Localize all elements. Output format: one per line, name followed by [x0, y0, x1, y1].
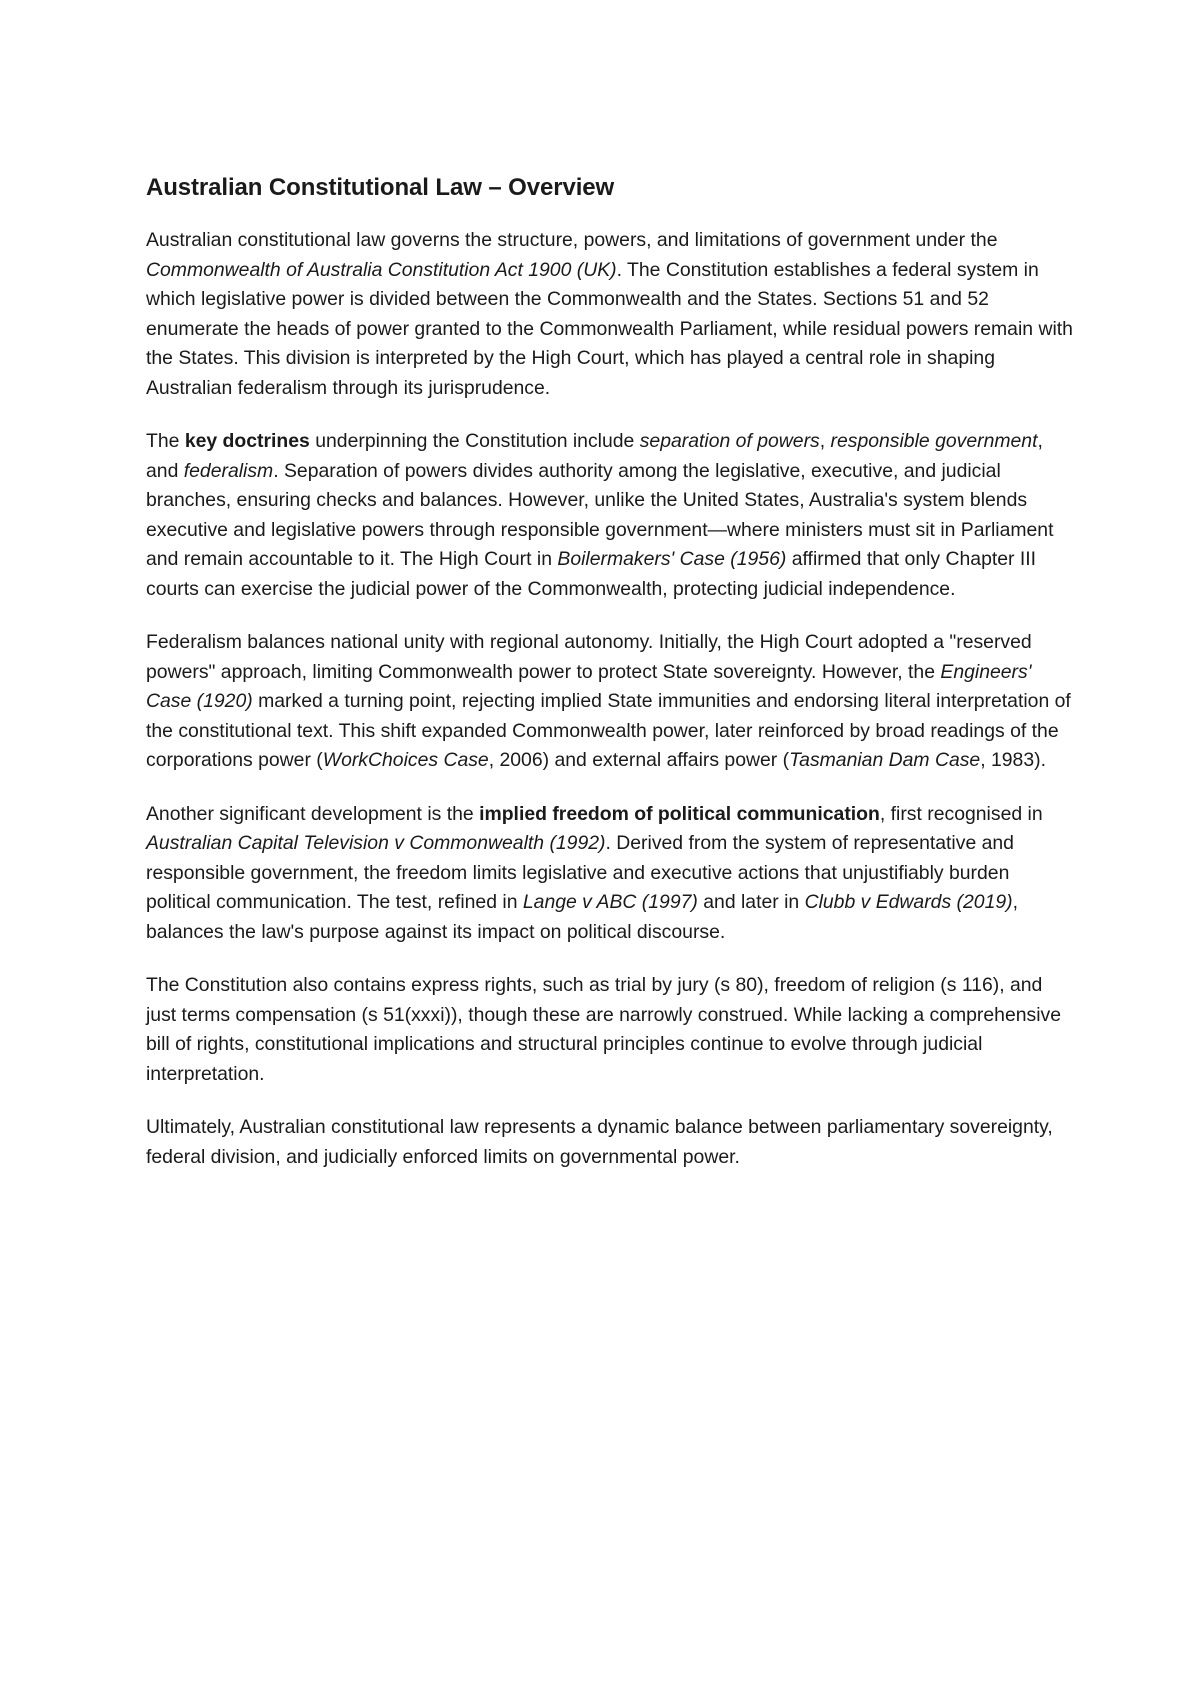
text-run: marked a turning point, rejecting implied State immunities and endorsing literal interpretation of the constitutional text. This shift expanded Commonwealth power, later reinforced by broad readings of the corporations power (	[146, 690, 1071, 771]
text-run: . The Constitution establishes a federal system in which legislative power is divided between the Commonwealth and the States. Sections 51 and 52 enumerate the heads of power granted to the Commonwealth Parliament, while residual powers remain with the States. This division is interpreted by the High Court, which has played a central role in shaping Australian federalism through its jurisprudence.	[146, 258, 1073, 399]
italic-text: Australian Capital Television v Commonwealth (1992)	[146, 832, 606, 854]
text-run: The Constitution also contains express rights, such as trial by jury (s 80), freedom of religion (s 116), and just terms compensation (s 51(xxxi)), though these are narrowly construed. While lacking a comprehensive bill of rights, constitutional implications and structural principles continue to evolve through judicial interpretation.	[146, 974, 1061, 1085]
text-run: . Separation of powers divides authority among the legislative, executive, and judicial branches, ensuring checks and balances. However, unlike the United States, Australia's system blends executive and legislative powers through responsible government—where ministers must sit in Parliament and remain accountable to it. The High Court in	[146, 459, 1054, 570]
document-body	[146, 226, 1074, 1172]
italic-text: Tasmanian Dam Case	[789, 749, 981, 771]
text-run: Federalism balances national unity with regional autonomy. Initially, the High Court adopted a "reserved powers" approach, limiting Commonwealth power to protect State sovereignty. However, the	[146, 631, 1032, 683]
text-run: , 2006) and external affairs power (	[488, 749, 790, 771]
text-run: affirmed that only Chapter III courts can exercise the judicial power of the Commonwealth, protecting judicial independence.	[146, 548, 1037, 600]
paragraph	[146, 427, 1074, 604]
paragraph	[146, 226, 1074, 403]
paragraph	[146, 628, 1074, 776]
text-run: , 1983).	[980, 749, 1046, 771]
text-run: and later in	[697, 891, 805, 913]
paragraph	[146, 971, 1074, 1089]
document-page	[146, 172, 1074, 1196]
bold-text: key doctrines	[184, 430, 310, 452]
italic-text: responsible government	[830, 430, 1038, 452]
text-run: Another significant development is the	[146, 802, 480, 825]
italic-text: Clubb v Edwards (2019)	[804, 891, 1013, 913]
italic-text: Lange v ABC (1997)	[522, 891, 698, 913]
italic-text: Boilermakers' Case (1956)	[557, 548, 787, 570]
bold-text: implied freedom of political communication	[479, 802, 880, 825]
text-run: Ultimately, Australian constitutional law represents a dynamic balance between parliamentary sovereignty, federal division, and judicially enforced limits on governmental power.	[146, 1116, 1053, 1168]
text-run: , first recognised in	[879, 802, 1043, 825]
italic-text: Engineers' Case (1920)	[146, 660, 1032, 712]
text-run: underpinning the Constitution include	[309, 430, 640, 452]
italic-text: separation of powers	[639, 430, 820, 452]
text-run: , balances the law's purpose against its impact on political discourse.	[146, 891, 1018, 943]
italic-text: Commonwealth of Australia Constitution Act 1900 (UK)	[146, 258, 617, 281]
italic-text: federalism	[183, 459, 274, 482]
text-run: . Derived from the system of representative and responsible government, the freedom limits legislative and executive actions that unjustifiably burden political communication. The test, refined in	[146, 832, 1014, 913]
text-run: The	[146, 430, 185, 452]
document-title: Australian Constitutional Law – Overview	[146, 174, 615, 201]
italic-text: WorkChoices Case	[322, 749, 489, 771]
paragraph	[146, 800, 1074, 948]
paragraph	[146, 1113, 1074, 1172]
text-run: ,	[819, 430, 831, 452]
text-run: Australian constitutional law governs the structure, powers, and limitations of government under the	[146, 229, 998, 251]
text-run: , and	[146, 430, 1043, 482]
